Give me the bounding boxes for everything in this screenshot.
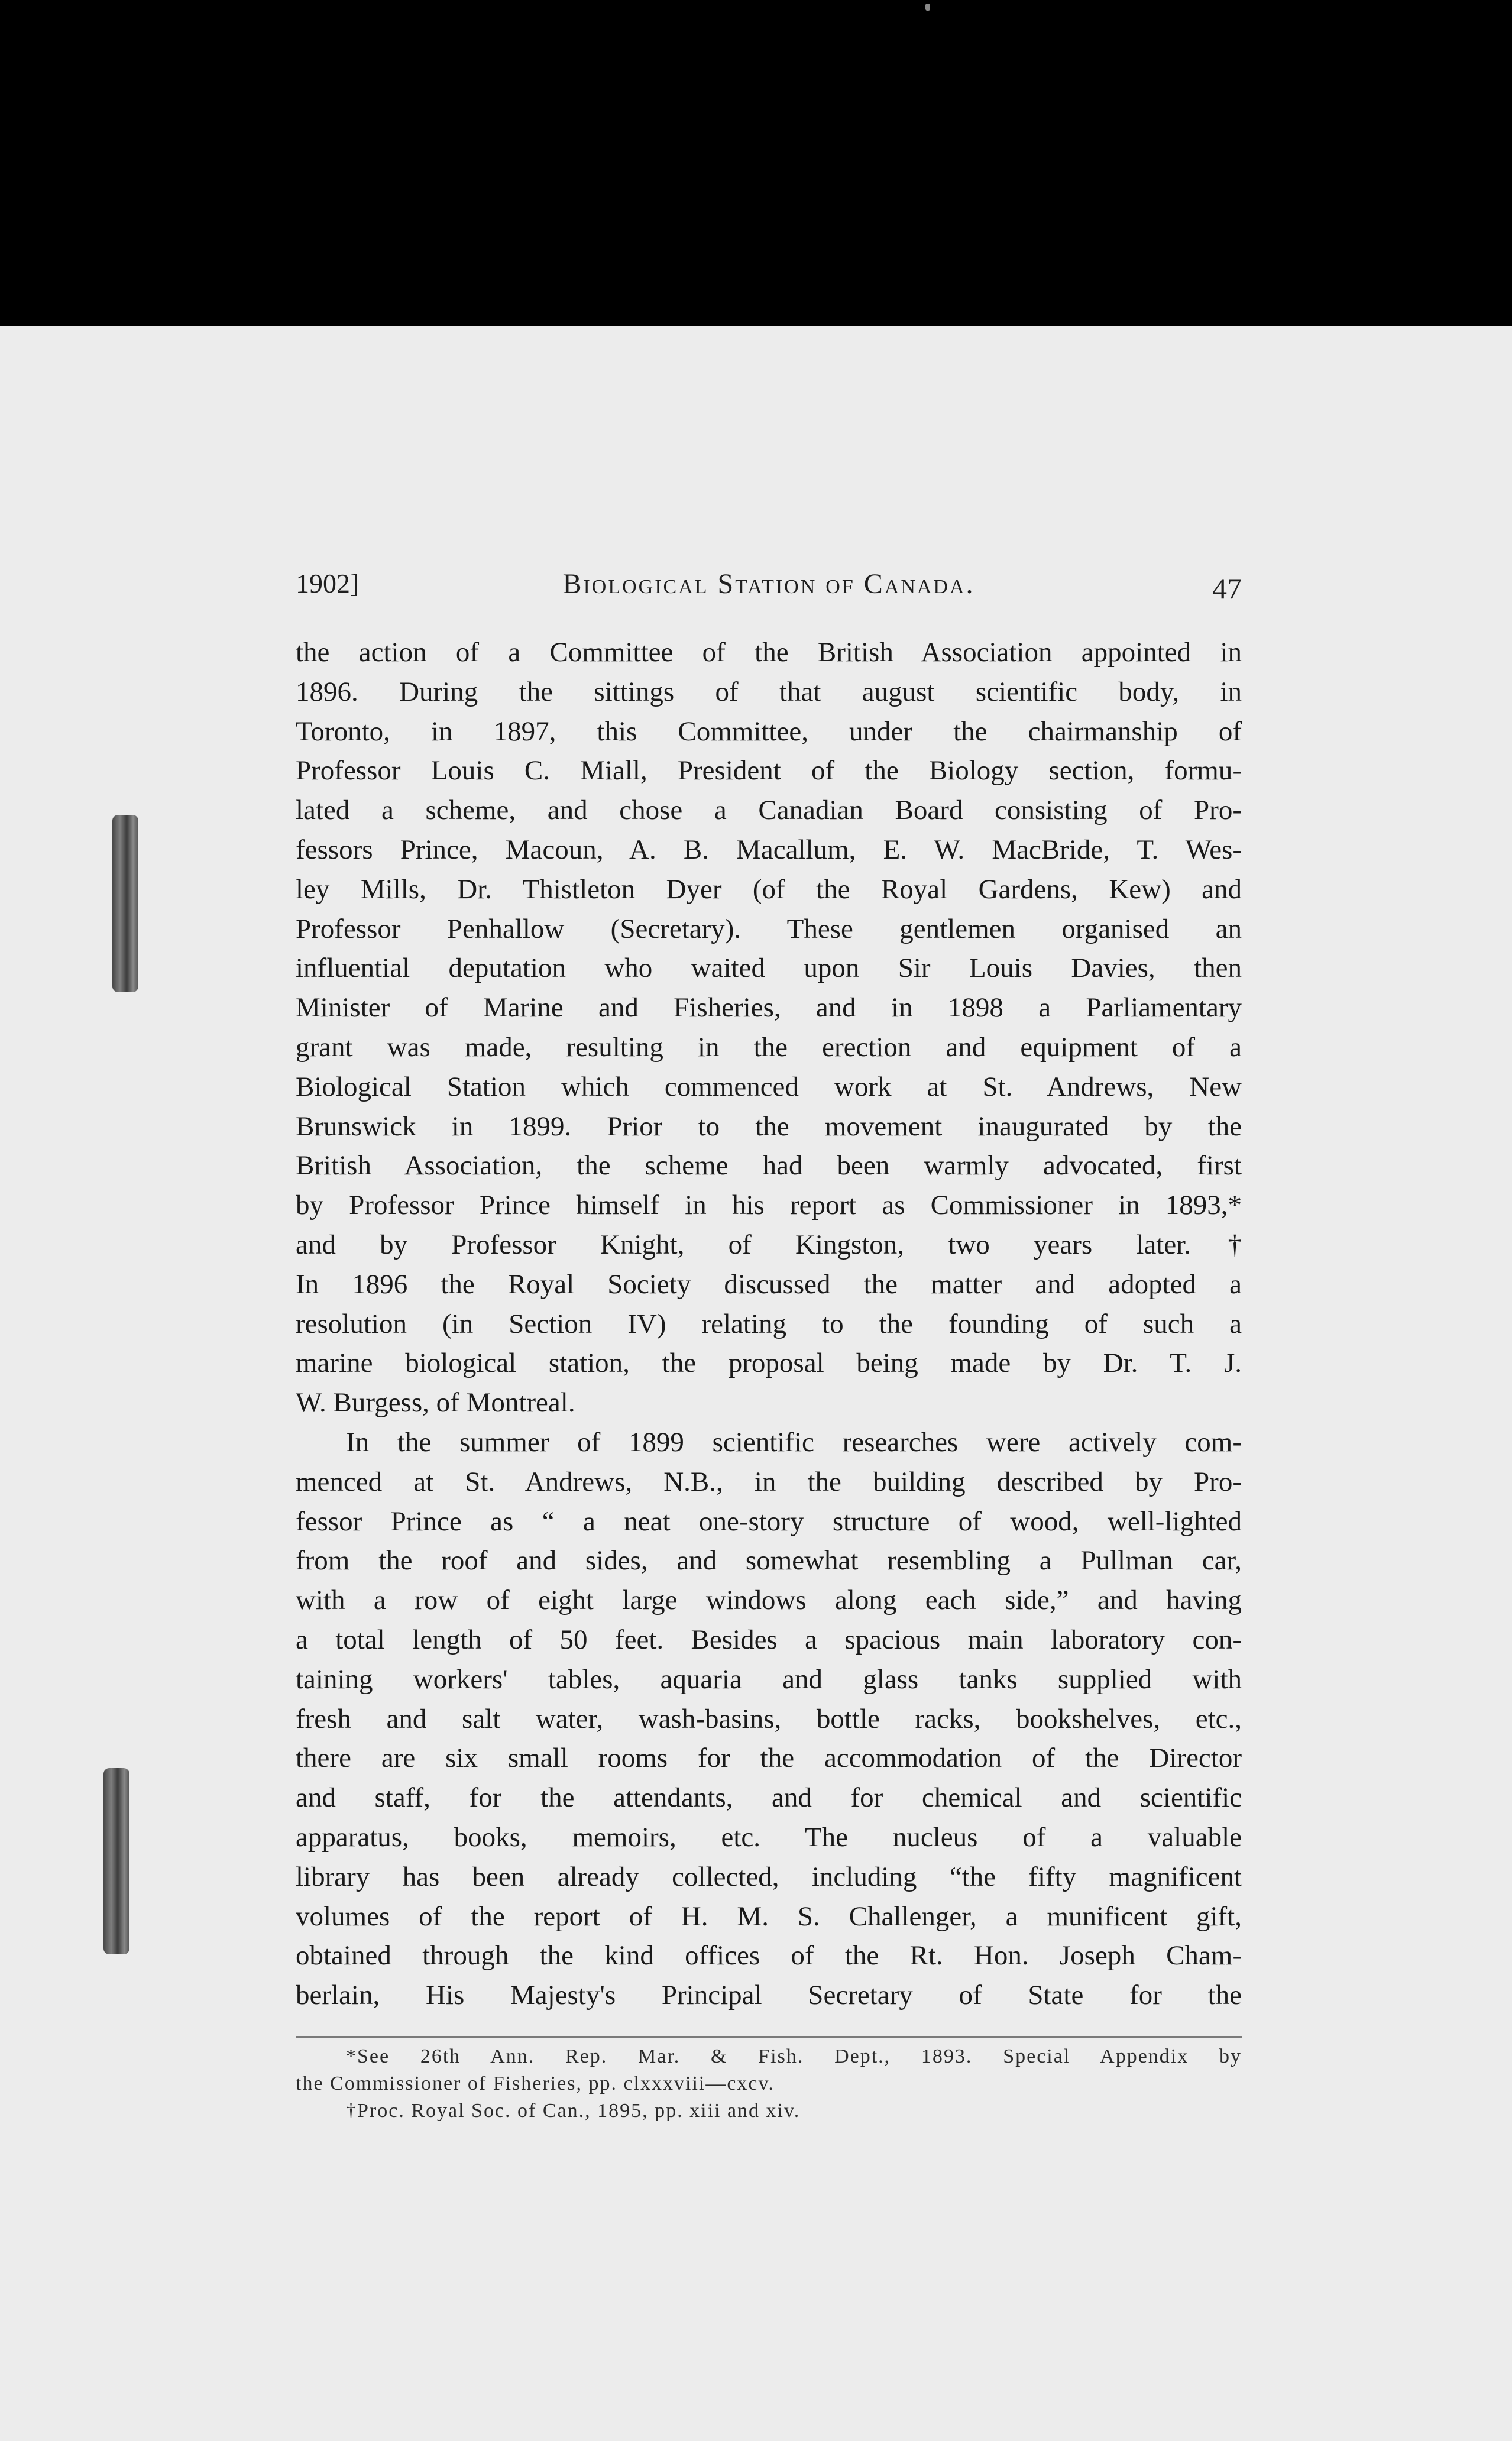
text-line: library has been already collected, including “the fifty magnificent (296, 1861, 1242, 1892)
text-line: fresh and salt water, wash-basins, bottle racks, bookshelves, etc., (296, 1703, 1242, 1734)
text-line: marine biological station, the proposal being made by Dr. T. J. (296, 1348, 1242, 1379)
footnotes (296, 2043, 1242, 2125)
binding-clip-mark (103, 1768, 129, 1954)
text-line: apparatus, books, memoirs, etc. The nucleus of a valuable (296, 1821, 1242, 1853)
text-line: the action of a Committee of the British Association appointed in (296, 637, 1242, 668)
text-line: ley Mills, Dr. Thistleton Dyer (of the Royal Gardens, Kew) and (296, 873, 1242, 905)
text-line: In 1896 the Royal Society discussed the matter and adopted a (296, 1268, 1242, 1300)
scan-artifact (925, 4, 930, 11)
text-line: obtained through the kind offices of the Rt. Hon. Joseph Cham- (296, 1940, 1242, 1971)
text-line: Biological Station which commenced work at St. Andrews, New (296, 1071, 1242, 1102)
footnote-line: the Commissioner of Fisheries, pp. clxxxviii—cxcv. (296, 2073, 775, 2094)
text-line: and by Professor Knight, of Kingston, two years later.† (296, 1229, 1242, 1260)
footnote-divider (296, 2036, 1242, 2038)
text-line: British Association, the scheme had been warmly advocated, first (296, 1150, 1242, 1181)
footnote-line: *See 26th Ann. Rep. Mar. & Fish. Dept., 1893. Special Appendix by (346, 2045, 1242, 2067)
text-line: influential deputation who waited upon Sir Louis Davies, then (296, 953, 1242, 984)
running-header (296, 568, 1242, 609)
text-line: Professor Louis C. Miall, President of the Biology section, formu- (296, 755, 1242, 786)
body-text (296, 633, 1242, 2015)
footnote-line: †Proc. Royal Soc. of Can., 1895, pp. xiii and xiv. (346, 2100, 801, 2122)
text-line: berlain, His Majesty's Principal Secretary of State for the (296, 1980, 1242, 2011)
header-year: 1902] (296, 568, 360, 598)
text-line: there are six small rooms for the accommodation of the Director (296, 1743, 1242, 1774)
text-line: from the roof and sides, and somewhat resembling a Pullman car, (296, 1545, 1242, 1576)
text-line: 1896. During the sittings of that august scientific body, in (296, 676, 1242, 707)
text-line: fessor Prince as “ a neat one-story structure of wood, well-lighted (296, 1506, 1242, 1537)
header-title: Biological Station of Canada. (562, 568, 975, 600)
text-line: resolution (in Section IV) relating to the founding of such a (296, 1308, 1242, 1339)
text-line: W. Burgess, of Montreal. (296, 1387, 575, 1419)
text-line: and staff, for the attendants, and for chemical and scientific (296, 1782, 1242, 1814)
text-line: a total length of 50 feet. Besides a spacious main laboratory con- (296, 1624, 1242, 1655)
text-line: In the summer of 1899 scientific researches were actively com- (346, 1426, 1242, 1458)
page-number: 47 (1212, 572, 1242, 605)
text-line: by Professor Prince himself in his report as Commissioner in 1893,* (296, 1190, 1242, 1221)
text-line: Toronto, in 1897, this Committee, under the chairmanship of (296, 716, 1242, 747)
text-line: Minister of Marine and Fisheries, and in 1898 a Parliamentary (296, 992, 1242, 1024)
text-line: taining workers' tables, aquaria and glass tanks supplied with (296, 1663, 1242, 1695)
text-line: grant was made, resulting in the erection and equipment of a (296, 1031, 1242, 1063)
text-line: menced at St. Andrews, N.B., in the building described by Pro- (296, 1466, 1242, 1497)
text-line: volumes of the report of H. M. S. Challenger, a munificent gift, (296, 1901, 1242, 1932)
text-line: lated a scheme, and chose a Canadian Board consisting of Pro- (296, 795, 1242, 826)
text-line: Professor Penhallow (Secretary). These gentlemen organised an (296, 913, 1242, 944)
text-line: with a row of eight large windows along each side,” and having (296, 1585, 1242, 1616)
binding-clip-mark (112, 815, 138, 992)
text-line: Brunswick in 1899. Prior to the movement inaugurated by the (296, 1111, 1242, 1142)
text-line: fessors Prince, Macoun, A. B. Macallum, E. W. MacBride, T. Wes- (296, 834, 1242, 865)
